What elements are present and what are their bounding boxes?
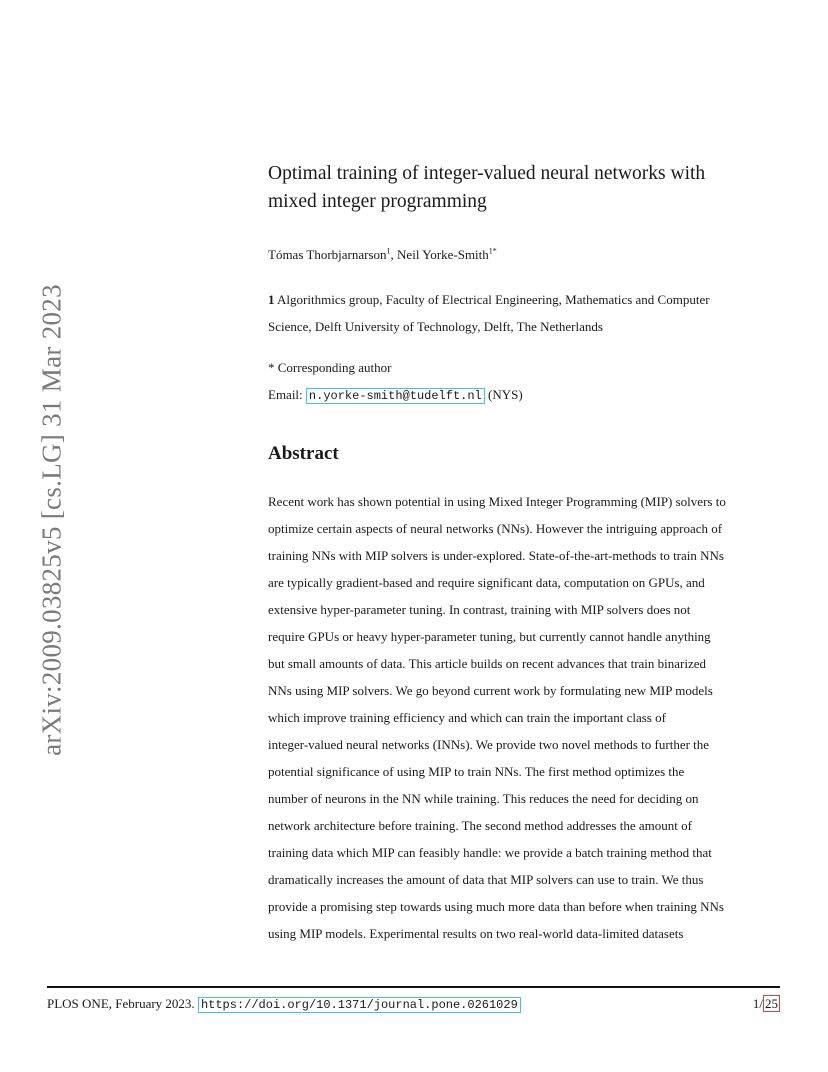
abstract-line: are typically gradient-based and require significant data, computation on GPUs, and: [268, 575, 705, 590]
affiliation-line-1: Algorithmics group, Faculty of Electrical Engineering, Mathematics and Computer: [277, 292, 710, 307]
abstract-line: using MIP models. Experimental results on two real-world data-limited datasets: [268, 926, 684, 941]
page-current: 1/: [752, 996, 763, 1011]
abstract-line: integer-valued neural networks (INNs). We provide two novel methods to further the: [268, 737, 710, 752]
title-line-2: mixed integer programming: [268, 191, 487, 212]
abstract-line: number of neurons in the NN while training. This reduces the need for deciding on: [268, 791, 699, 806]
abstract-line: which improve training efficiency and which can train the important class of: [268, 710, 666, 725]
abstract-line: training NNs with MIP solvers is under-explored. State-of-the-art-methods to train NNs: [268, 548, 724, 563]
page-number: [753, 995, 780, 1013]
author-name: Tómas Thorbjarnarson: [268, 247, 387, 262]
abstract-line: provide a promising step towards using much more data than before when training NNs: [268, 899, 724, 914]
paper-title: [268, 160, 788, 216]
page-total-link[interactable]: 25: [765, 996, 778, 1011]
email-suffix: (NYS): [484, 387, 523, 402]
abstract-heading: Abstract: [268, 443, 339, 464]
abstract-line: Recent work has shown potential in using Mixed Integer Programming (MIP) solvers to: [268, 494, 726, 509]
footer-divider: [47, 986, 780, 988]
abstract-line: dramatically increases the amount of data that MIP solvers can use to train. We thus: [268, 872, 704, 887]
abstract-line: training data which MIP can feasibly handle: we provide a batch training method that: [268, 845, 712, 860]
arxiv-identifier-stamp: arXiv:2009.03825v5 [cs.LG] 31 Mar 2023: [36, 284, 67, 756]
email-link[interactable]: n.yorke-smith@tudelft.nl: [306, 388, 485, 404]
corresponding-author-label: * Corresponding author: [268, 360, 392, 375]
doi-link[interactable]: https://doi.org/10.1371/journal.pone.0261029: [198, 997, 521, 1013]
affiliation-number: 1: [268, 292, 275, 307]
abstract-line: extensive hyper-parameter tuning. In contrast, training with MIP solvers does not: [268, 602, 691, 617]
corresponding-author-block: [268, 354, 788, 410]
abstract-line: but small amounts of data. This article builds on recent advances that train binarized: [268, 656, 707, 671]
title-line-1: Optimal training of integer-valued neural networks with: [268, 163, 706, 184]
abstract-line: network architecture before training. The second method addresses the amount of: [268, 818, 692, 833]
journal-citation: PLOS ONE, February 2023.: [47, 996, 198, 1011]
abstract-line: require GPUs or heavy hyper-parameter tuning, but currently cannot handle anything: [268, 629, 711, 644]
email-prefix: Email:: [268, 387, 306, 402]
abstract-text: [268, 488, 788, 947]
abstract-line: potential significance of using MIP to train NNs. The first method optimizes the: [268, 764, 685, 779]
affiliation-block: [268, 286, 788, 340]
author-affiliation-mark: 1: [386, 246, 391, 256]
author-name: Neil Yorke-Smith: [397, 247, 489, 262]
paper-front-matter: [268, 160, 788, 947]
abstract-line: optimize certain aspects of neural networks (NNs). However the intriguing approach of: [268, 521, 723, 536]
author-list: Tómas Thorbjarnarson$^1$, Neil Yorke-Smith$^{1*}$: [268, 246, 497, 262]
author-affiliation-mark: 1*: [488, 246, 497, 256]
affiliation-line-2: Science, Delft University of Technology, Delft, The Netherlands: [268, 319, 603, 334]
page-footer: [47, 995, 780, 1014]
abstract-line: NNs using MIP solvers. We go beyond current work by formulating new MIP models: [268, 683, 713, 698]
